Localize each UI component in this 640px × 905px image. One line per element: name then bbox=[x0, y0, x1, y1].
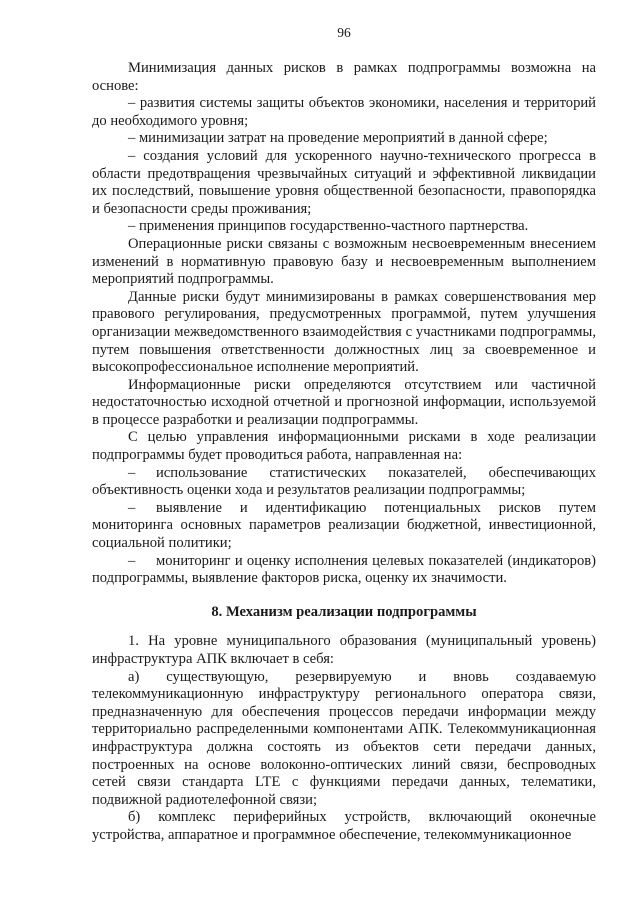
paragraph: Информационные риски определяются отсутствием или частичной недостаточностью исходной отчетной и прогнозной информации, используемой в процессе разработки и реализации подпрограммы. bbox=[92, 376, 596, 428]
paragraph: Данные риски будут минимизированы в рамках совершенствования мер правового регулирования, предусмотренных программой, путем улучшения организации межведомственного взаимодействия с участниками подпрограммы, путем повышения ответственности должностных лиц за своевременное и высокопрофессиональное исполнение мероприятий. bbox=[92, 288, 596, 376]
dash-item-text: выявление и идентификацию потенциальных рисков путем мониторинга основных параметров реализации бюджетной, инвестиционной, социальной политики; bbox=[92, 499, 596, 552]
list-item: – создания условий для ускоренного научно-технического прогресса в области предотвращения чрезвычайных ситуаций и эффективной ликвидации их последствий, повышение уровня общественной безопасности, правопорядка и безопасности среды проживания; bbox=[92, 147, 596, 217]
dash-marker: – bbox=[128, 552, 136, 569]
section-heading: 8. Механизм реализации подпрограммы bbox=[211, 603, 477, 620]
list-item: – минимизации затрат на проведение мероприятий в данной сфере; bbox=[128, 130, 548, 147]
document-body bbox=[92, 60, 596, 845]
paragraph: б) комплекс периферийных устройств, включающий оконечные устройства, аппаратное и программное обеспечение, телекоммуникационное bbox=[92, 809, 596, 843]
list-item: – применения принципов государственно-частного партнерства. bbox=[128, 218, 529, 235]
dash-list-item bbox=[92, 500, 596, 553]
dash-item-text: мониторинг и оценку исполнения целевых показателей (индикаторов) подпрограммы, выявление факторов риска, оценку их значимости. bbox=[92, 552, 596, 587]
paragraph: а) существующую, резервируемую и вновь создаваемую телекоммуникационную инфраструктуру регионального оператора связи, предназначенную для обеспечения процессов передачи информации между территориально распределенными компонентами АПК. Телекоммуникационная инфраструктура должна состоять из объектов сети передачи данных, построенных на основе волоконно-оптических линий связи, беспроводных сетей связи стандарта LTE с функциями передачи данных, телематики, подвижной радиотелефонной связи; bbox=[92, 668, 596, 808]
dash-list-item bbox=[92, 465, 596, 500]
paragraph: Минимизация данных рисков в рамках подпрограммы возможна на основе: bbox=[92, 60, 596, 94]
document-page bbox=[92, 24, 596, 845]
paragraph: С целью управления информационными рисками в ходе реализации подпрограммы будет проводиться работа, направленная на: bbox=[92, 429, 596, 464]
paragraph: 1. На уровне муниципального образования (муниципальный уровень) инфраструктура АПК включает в себя: bbox=[92, 633, 596, 667]
dash-list-item bbox=[92, 553, 596, 588]
paragraph: Операционные риски связаны с возможным несвоевременным внесением изменений в нормативную правовую базу и несвоевременным выполнением мероприятий подпрограммы. bbox=[92, 235, 596, 288]
list-item: – развития системы защиты объектов экономики, населения и территорий до необходимого уровня; bbox=[92, 95, 596, 129]
dash-marker: – bbox=[128, 464, 136, 481]
page-number: 96 bbox=[337, 25, 351, 40]
dash-item-text: использование статистических показателей, обеспечивающих объективность оценки хода и результатов реализации подпрограммы; bbox=[92, 464, 596, 499]
dash-marker: – bbox=[128, 499, 136, 516]
